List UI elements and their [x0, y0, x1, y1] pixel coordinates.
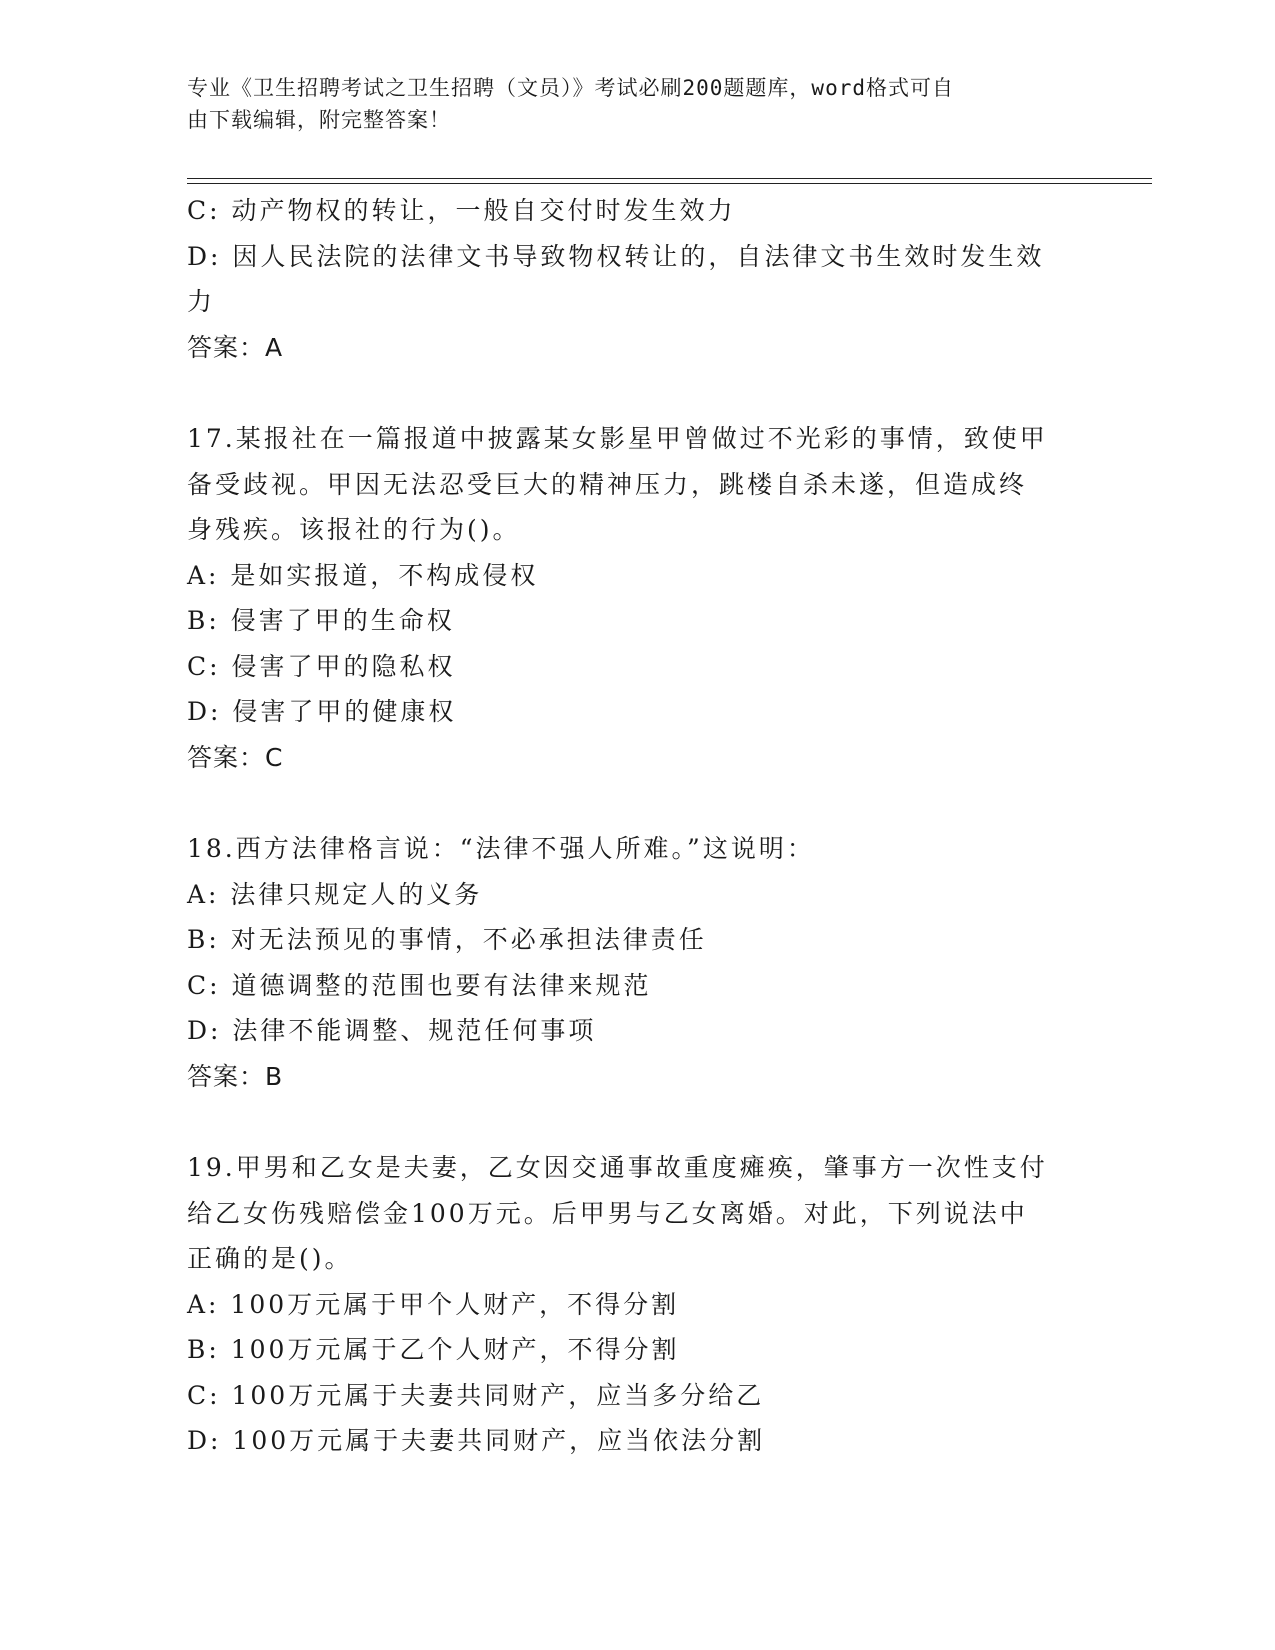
option-c: C: 道德调整的范围也要有法律来规范 — [187, 970, 652, 1000]
question-stem-line: 19.甲男和乙女是夫妻，乙女因交通事故重度瘫痪，肇事方一次性支付 — [187, 1153, 1048, 1182]
question-stem-line: 身残疾。该报社的行为()。 — [187, 515, 521, 544]
option-c: C: 侵害了甲的隐私权 — [187, 651, 456, 681]
option-d: D: 因人民法院的法律文书导致物权转让的，自法律文书生效时发生效 — [187, 241, 1045, 271]
option-d-continued: 力 — [187, 287, 216, 316]
question-stem-line: 备受歧视。甲因无法忍受巨大的精神压力，跳楼自杀未遂，但造成终 — [187, 469, 1028, 499]
answer: 答案：B — [187, 1061, 284, 1091]
document-header — [187, 72, 1067, 136]
header-divider-top — [187, 178, 1152, 179]
option-b: B: 对无法预见的事情，不必承担法律责任 — [187, 925, 707, 954]
question-stem-line: 18.西方法律格言说：“法律不强人所难。”这说明： — [187, 834, 815, 863]
option-b: B: 侵害了甲的生命权 — [187, 606, 455, 635]
option-a: A: 法律只规定人的义务 — [187, 879, 483, 909]
question-stem-line: 17.某报社在一篇报道中披露某女影星甲曾做过不光彩的事情，致使甲 — [187, 424, 1048, 453]
question-stem-line: 给乙女伤残赔偿金100万元。后甲男与乙女离婚。对此，下列说法中 — [187, 1198, 1028, 1228]
question-16-continued — [187, 188, 1087, 370]
option-b: B: 100万元属于乙个人财产，不得分割 — [187, 1335, 680, 1364]
question-stem-line: 正确的是()。 — [187, 1244, 353, 1273]
question-17 — [187, 416, 1087, 780]
option-d: D: 法律不能调整、规范任何事项 — [187, 1016, 597, 1045]
option-d: D: 侵害了甲的健康权 — [187, 697, 457, 726]
option-a: A: 100万元属于甲个人财产，不得分割 — [187, 1289, 680, 1319]
option-d: D: 100万元属于夫妻共同财产，应当依法分割 — [187, 1426, 766, 1455]
option-a: A: 是如实报道，不构成侵权 — [187, 560, 539, 590]
question-19 — [187, 1145, 1087, 1464]
question-list — [187, 188, 1087, 1464]
option-c: C: 动产物权的转让，一般自交付时发生效力 — [187, 196, 736, 225]
header-line-1: 专业《卫生招聘考试之卫生招聘（文员）》考试必刷200题题库，word格式可自 — [187, 76, 954, 100]
header-divider-bottom — [187, 183, 1152, 184]
option-c: C: 100万元属于夫妻共同财产，应当多分给乙 — [187, 1380, 765, 1410]
question-18 — [187, 826, 1087, 1099]
answer: 答案：A — [187, 332, 284, 362]
header-line-2: 由下载编辑，附完整答案！ — [187, 108, 451, 132]
answer: 答案：C — [187, 742, 284, 772]
